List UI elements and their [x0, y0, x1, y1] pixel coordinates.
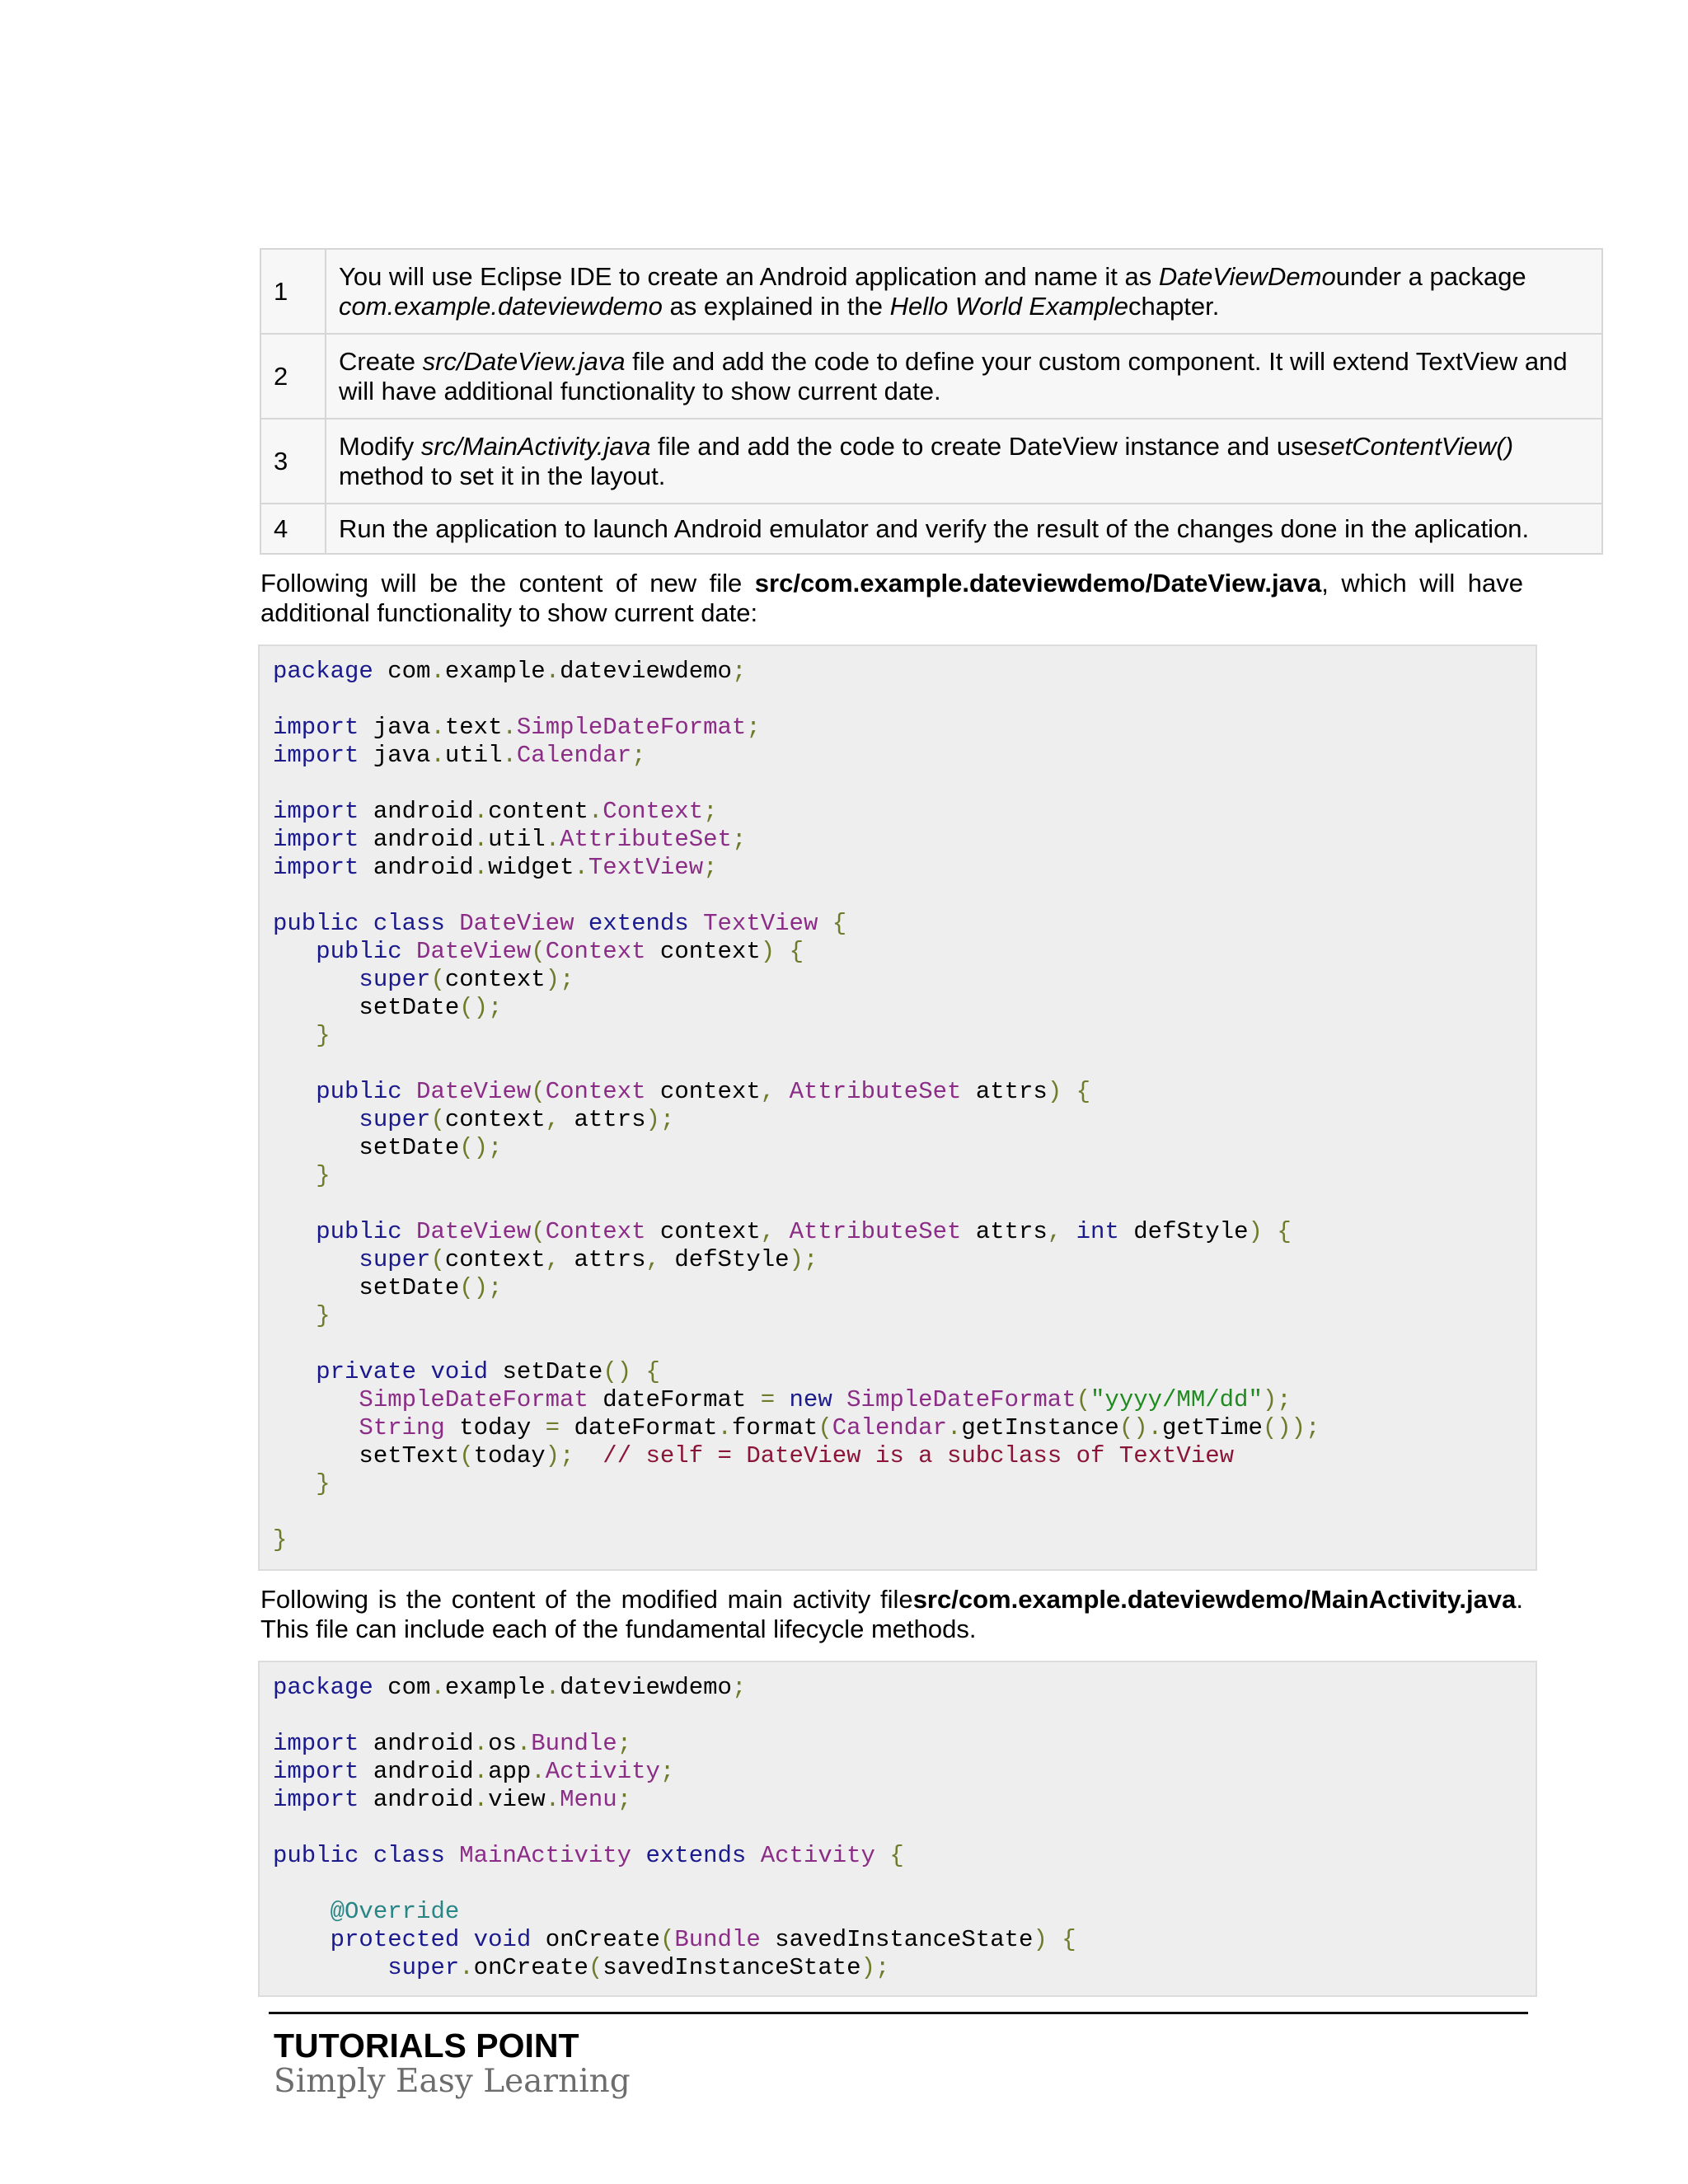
code-line: import java.text.SimpleDateFormat;	[273, 714, 761, 741]
code-line: setDate();	[359, 1274, 503, 1301]
code-line: package com.example.dateviewdemo;	[273, 658, 747, 685]
code-line: private void setDate() {	[316, 1358, 660, 1385]
code-line: import java.util.Calendar;	[273, 742, 646, 769]
code-line: @Override	[330, 1898, 460, 1925]
step-description: You will use Eclipse IDE to create an Android application and name it as DateViewDemounder a package com.example.dateviewdemo as explained in the Hello World Examplechapter.	[326, 249, 1602, 334]
code-line: public DateView(Context context, AttributeSet attrs, int defStyle) {	[316, 1218, 1292, 1245]
step-number: 4	[260, 504, 326, 554]
code-line: super(context);	[359, 966, 574, 993]
table-row	[260, 249, 1602, 334]
footer-rule	[269, 2012, 1528, 2014]
code-line: package com.example.dateviewdemo;	[273, 1674, 747, 1701]
table-row	[260, 504, 1602, 554]
code-line: String today = dateFormat.format(Calendar.getInstance().getTime());	[359, 1414, 1320, 1441]
code-listing	[260, 646, 1536, 1554]
code-line: import android.os.Bundle;	[273, 1730, 632, 1757]
code-line: }	[273, 1526, 288, 1554]
code-line: setText(today); // self = DateView is a subclass of TextView	[359, 1442, 1235, 1469]
code-block-mainactivity	[258, 1661, 1537, 1997]
step-description: Modify src/MainActivity.java file and add the code to create DateView instance and usesetContentView() method to set it in the layout.	[326, 419, 1602, 504]
code-line: protected void onCreate(Bundle savedInstanceState) {	[330, 1926, 1076, 1953]
steps-table	[260, 248, 1603, 555]
code-line: public class DateView extends TextView {	[273, 910, 847, 937]
code-line: public class MainActivity extends Activity {	[273, 1842, 904, 1869]
code-line: }	[316, 1302, 331, 1329]
code-line: setDate();	[359, 1134, 503, 1161]
code-line: super(context, attrs);	[359, 1106, 675, 1133]
step-description: Create src/DateView.java file and add the code to define your custom component. It will extend TextView and will have additional functionality to show current date.	[326, 334, 1602, 419]
step-number: 2	[260, 334, 326, 419]
code-listing	[260, 1662, 1536, 1982]
code-line: import android.util.AttributeSet;	[273, 826, 747, 853]
code-line: setDate();	[359, 994, 503, 1021]
code-line: import android.app.Activity;	[273, 1758, 675, 1785]
code-line: public DateView(Context context) {	[316, 938, 804, 965]
footer-brand: TUTORIALS POINT	[274, 2027, 579, 2064]
table-row	[260, 334, 1602, 419]
code-line: super.onCreate(savedInstanceState);	[387, 1954, 890, 1981]
code-line: import android.content.Context;	[273, 798, 718, 825]
code-line: import android.view.Menu;	[273, 1786, 632, 1813]
table-row	[260, 419, 1602, 504]
code-line: public DateView(Context context, AttributeSet attrs) {	[316, 1078, 1091, 1105]
code-line: }	[316, 1162, 331, 1189]
code-line: import android.widget.TextView;	[273, 854, 718, 881]
step-number: 1	[260, 249, 326, 334]
footer-slogan: Simply Easy Learning	[274, 2063, 631, 2100]
intro-paragraph-dateview: Following will be the content of new file src/com.example.dateviewdemo/DateView.java, which will have additional functionality to show current date:	[260, 569, 1523, 627]
code-block-dateview	[258, 644, 1537, 1571]
code-line: }	[316, 1022, 331, 1049]
step-number: 3	[260, 419, 326, 504]
step-description: Run the application to launch Android emulator and verify the result of the changes done in the aplication.	[326, 504, 1602, 554]
code-line: super(context, attrs, defStyle);	[359, 1246, 818, 1273]
intro-paragraph-mainactivity: Following is the content of the modified main activity filesrc/com.example.dateviewdemo/MainActivity.java. This file can include each of the fundamental lifecycle methods.	[260, 1585, 1523, 1643]
code-line: SimpleDateFormat dateFormat = new SimpleDateFormat("yyyy/MM/dd");	[359, 1386, 1292, 1413]
code-line: }	[316, 1470, 331, 1497]
